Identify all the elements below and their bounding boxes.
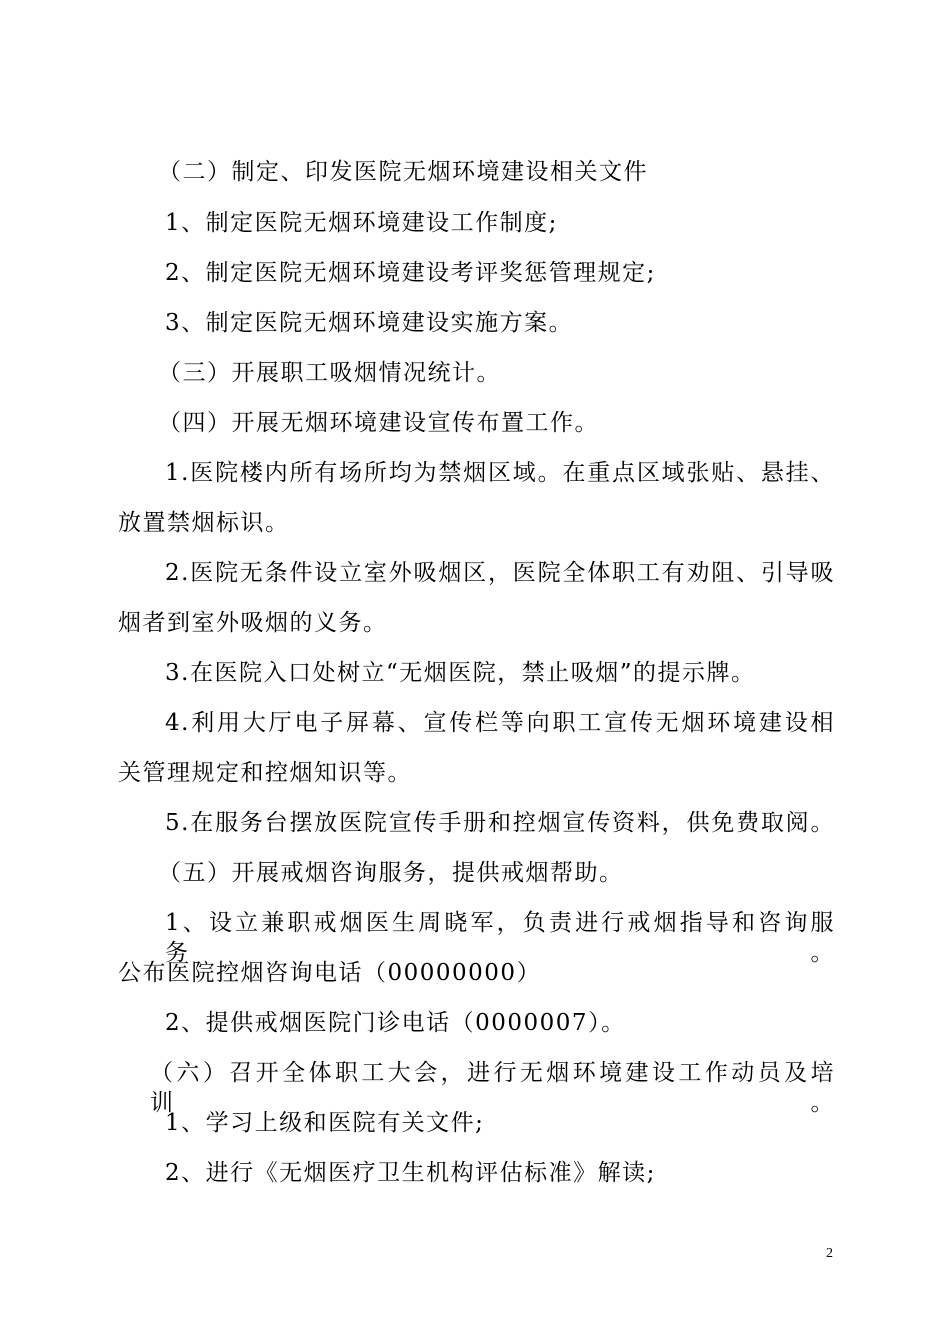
- paragraph-line: 关管理规定和控烟知识等。: [118, 760, 412, 786]
- list-item: 2、制定医院无烟环境建设考评奖惩管理规定;: [165, 260, 656, 286]
- paragraph-line: 公布医院控烟咨询电话（00000000）: [118, 960, 542, 986]
- paragraph-line: 1、设立兼职戒烟医生周晓军，负责进行戒烟指导和咨询服务。: [165, 910, 835, 966]
- paragraph-line: 放置禁烟标识。: [118, 510, 290, 536]
- list-item: 1、制定医院无烟环境建设工作制度;: [165, 210, 558, 236]
- section-heading-4: （四）开展无烟环境建设宣传布置工作。: [158, 410, 599, 436]
- section-heading-3: （三）开展职工吸烟情况统计。: [158, 360, 501, 386]
- paragraph-line: 5.在服务台摆放医院宣传手册和控烟宣传资料，供免费取阅。: [165, 810, 835, 836]
- section-heading-2: （二）制定、印发医院无烟环境建设相关文件: [158, 159, 648, 185]
- paragraph-line: 1.医院楼内所有场所均为禁烟区域。在重点区域张贴、悬挂、: [165, 460, 835, 486]
- paragraph-line: 4.利用大厅电子屏幕、宣传栏等向职工宣传无烟环境建设相: [165, 710, 835, 736]
- section-heading-6: （六）召开全体职工大会，进行无烟环境建设工作动员及培训。: [150, 1060, 835, 1116]
- paragraph-line: 2.医院无条件设立室外吸烟区，医院全体职工有劝阻、引导吸: [165, 560, 835, 586]
- list-item: 3、制定医院无烟环境建设实施方案。: [165, 310, 574, 336]
- list-item: 1、学习上级和医院有关文件;: [165, 1110, 485, 1136]
- paragraph-line: 3.在医院入口处树立“无烟医院，禁止吸烟”的提示牌。: [165, 660, 756, 686]
- paragraph-line: 烟者到室外吸烟的义务。: [118, 610, 388, 636]
- section-heading-5: （五）开展戒烟咨询服务，提供戒烟帮助。: [158, 860, 624, 886]
- list-item: 2、提供戒烟医院门诊电话（0000007）。: [165, 1010, 626, 1036]
- page-number: 2: [826, 1246, 833, 1261]
- list-item: 2、进行《无烟医疗卫生机构评估标准》解读;: [165, 1160, 656, 1186]
